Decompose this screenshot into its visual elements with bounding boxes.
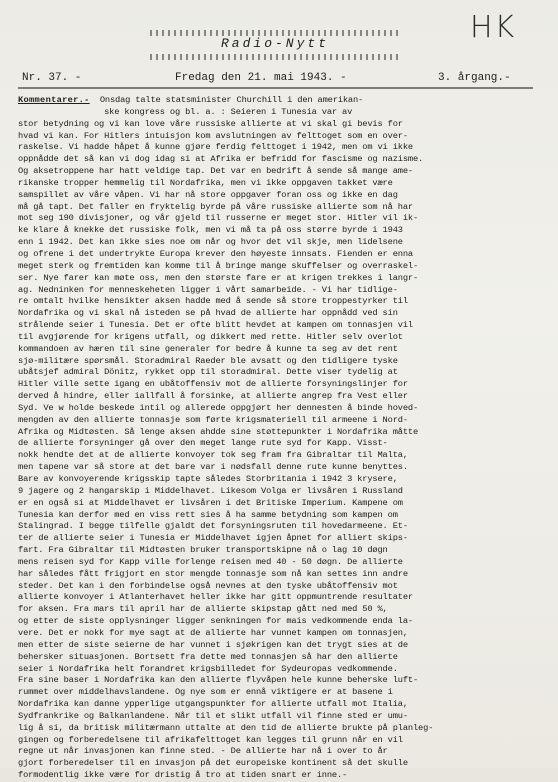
article-line: vere. Det er nokk for mye sagt at de allierte har vunnet kampen om tonnasjen, [18,627,408,638]
article-line: steder. Det kan i den forbindelse også nevnes at den tyske ubåtoffensiv mot [18,580,398,591]
article-line: 9 jagere og 2 hangarskip i Middelhavet. Likesom Volga er livsåren i Russland [18,485,403,496]
article-body [18,95,540,782]
article-line: Bare av konvoyerende krigsskip tapte således Storbritania i 1942 3 krysere, [18,474,398,484]
article-line: til avgjørende for krigens utfall, og dikkert med rette. Hitler selv overlot [18,331,403,342]
article-first-line: Onsdag talte statsminister Churchill i den amerikan- [99,95,364,105]
issue-volume: 3. årgang.- [438,72,511,84]
article-line: gingen og forberedelsene til afrikafelttoget kan legges til grunn når en vil [18,734,403,745]
article-line: for aksen. Fra mars til april har de allierte skipstap gått ned med 50 %, [18,604,388,615]
article-line: rikanske tropper hemmelig til Nordafrika, men vi ikke oppgaven takket være [18,177,393,188]
article-line: må gå tapt. Det faller en fryktelig byrde på våre russiske allierte som nå har [18,201,413,212]
article-line: raskelse. Vi hadde håpet å kunne gjøre ferdig felttoget i 1942, men om vi ikke [18,142,413,153]
article-line: formodentlig ikke være for dristig å tro at tiden snart er inne.- [18,770,348,781]
article-line: gjort forberedelser til en invasjon på det europeiske kontinent så det skulle [18,758,408,769]
article-line: har således fått frigjort en stor mengde tonnasje som nå kan settes inn andre [18,568,408,579]
article-line: ke klare å knekke det russiske folk, men vi må ta på oss større byrde i 1943 [18,225,403,236]
article-line: enn i 1942. Det kan ikke sies noe om når og hvor det vil skje, men lidelsene [18,237,403,248]
article-line: men etter de siste seierne de har vunnet i sjøkrigen kan det trygt sies at de [18,639,408,650]
article-line: ag. Nedninken for menneskeheten ligger i vårt samarbeide. - Vi har tidlige- [18,284,398,295]
article-line: ser. Nye farer kan møte oss, men den største fare er at krigen trekkes i langr- [18,272,419,283]
article-line: meget sterk og fremtiden kan komme til å bringe mange skuffelser og overraskel- [18,260,419,271]
article-line: fart. Fra Gibraltar til Midtøsten bruker transportskipne nå o lag 10 døgn [18,545,388,556]
article-line: lig å si, da britisk militærmann uttalte at den tid de allierte brukte på planleg- [18,722,434,733]
article-line: og etter de siste opplysninger ligger senkningen for mais vedkommende enda la- [18,616,413,627]
article-line: er en også si at Middelhavet er livsåren i det Britiske Imperium. Kampene om [18,497,403,508]
article-line: ter de allierte seier i Tunesia er Middelhavet igjen åpnet for alliert skips- [18,533,408,544]
article-line: samspillet av våre våpen. Vi har nå store oppgaver foran oss og ikke en dag [18,189,398,200]
article-line: ubåtsjef admiral Dönitz, rykket opp til storadmiral. Dette viser tydelig at [18,367,398,378]
article-line: de allierte forsyninger gå over den meget lange rute syd for Kapp. Visst- [18,438,388,449]
article-line: mengden av den allierte tonnasje som førte krigsmateriell til armeene i Nord- [18,414,408,425]
article-line: re omtalt hvilke hensikter aksen hadde med å sende så store troppestyrker til [18,296,408,307]
article-line: Nordafrika kan danne ypperlige utgangspunkter for allierte utfall mot Italia, [18,699,408,710]
article-line: og ofrene i det undertrykte Europa krever den høyeste innsats. Fienden er enna [18,248,413,259]
newsletter-title: Radio-Nytt [220,36,329,51]
article-lines [18,107,433,780]
article-line: mens reisen syd for Kapp ville forlenge reisen med 40 - 50 døgn. De allierte [18,556,403,567]
article-line: oppnådde det så kan vi dog idag si at Afrika er befridd for fascisme og nazisme. [18,154,424,165]
article-line: Afrika og Midtøsten. Så lenge aksen ahdde sine støttepunkter i Nordafrika måtte [18,426,419,437]
header-divider [18,87,533,89]
article-line: allierte konvoyer i Atlanterhavet heller ikke har gitt oppmuntrende resultater [18,592,413,603]
article-line: kommandoen av hæren til sine generaler for bedre å kunne ta seg av det rent [18,343,398,354]
article-line: Fra sine baser i Nordafrika kan den allierte flyvåpen hele kunne beherske luft- [18,675,419,686]
article-line: Syd. Ve w holde beskede intil og allerede oppgjørt her dennesten å binde hoved- [18,402,419,413]
article-line: Nordafrika og vi skal nå isteden se på hvad de allierte har oppnådd ved sin [18,308,398,319]
article-line: mot seg 190 divisjoner, og vår gjeld til russerne er meget stor. Hitler vil ik- [18,213,419,224]
issue-number: Nr. 37. - [22,72,82,84]
article-line: ske kongress og bl. a. : Seieren i Tunesia var av [18,106,353,117]
article-line: strålende seier i Tunesia. Det er ofte blitt hevdet at kampen om tonnasjen vil [18,320,413,331]
article-line: nokk hendte det at de allierte konvoyer tok seg fram fra Gibraltar til Malta, [18,450,408,461]
article-line: behersker situasjonen. Bortsett fra dette med tonnasjen så har den allierte [18,651,398,662]
article-line: derved å hindre, eller iallfall å forsinke, at allierte angrep fra Vest eller [18,391,408,402]
article-line: men tapene var så store at det bare var i nødsfall denne rute kunne benyttes. [18,462,408,473]
article-line: Hitler ville sette igang en ubåtoffensiv mot de allierte forsyningslinjer for [18,379,408,390]
article-line: Tunesia kan derfor med en viss rett sies å ha samme betydning som kampen om [18,509,398,520]
article-heading: Kommentarer.- [18,95,90,105]
article-line: Sydfrankrike og Balkanlandene. Når til et slikt utfall vil finne sted er umu- [18,710,408,721]
article-line: sjø-militære spørsmål. Storadmiral Raeder ble avsatt og den tidligere tyske [18,355,398,366]
article-line: stor betydning og vi kan love våre russiske allierte at vi skal gi bevis for [18,118,403,129]
masthead-bottom-border [150,54,400,60]
issue-date: Fredag den 21. mai 1943. - [175,72,347,84]
article-line: seier i Nordafrika helt forandret krigsbilledet for Sydeuropas vedkommende. [18,663,398,674]
article-line: regne ut når invasjonen kan finne sted. - De allierte har nå i over to år [18,746,388,757]
article-line: Og aksetroppene har hatt veldige tap. Det var en bedrift å sende så mange ame- [18,166,413,177]
handwritten-corner-mark: HK [470,10,517,45]
article-line: hvad vi kan. For Hitlers intuisjon kom avslutningen av felttoget som en over- [18,130,408,141]
article-line: Stalingrad. I begge tilfelle gjaldt det forsyningsruten til hovedarmeene. Et- [18,521,408,532]
article-line: rummet over middelhavslandene. Og nye som er ennå viktigere er at basene i [18,687,393,698]
